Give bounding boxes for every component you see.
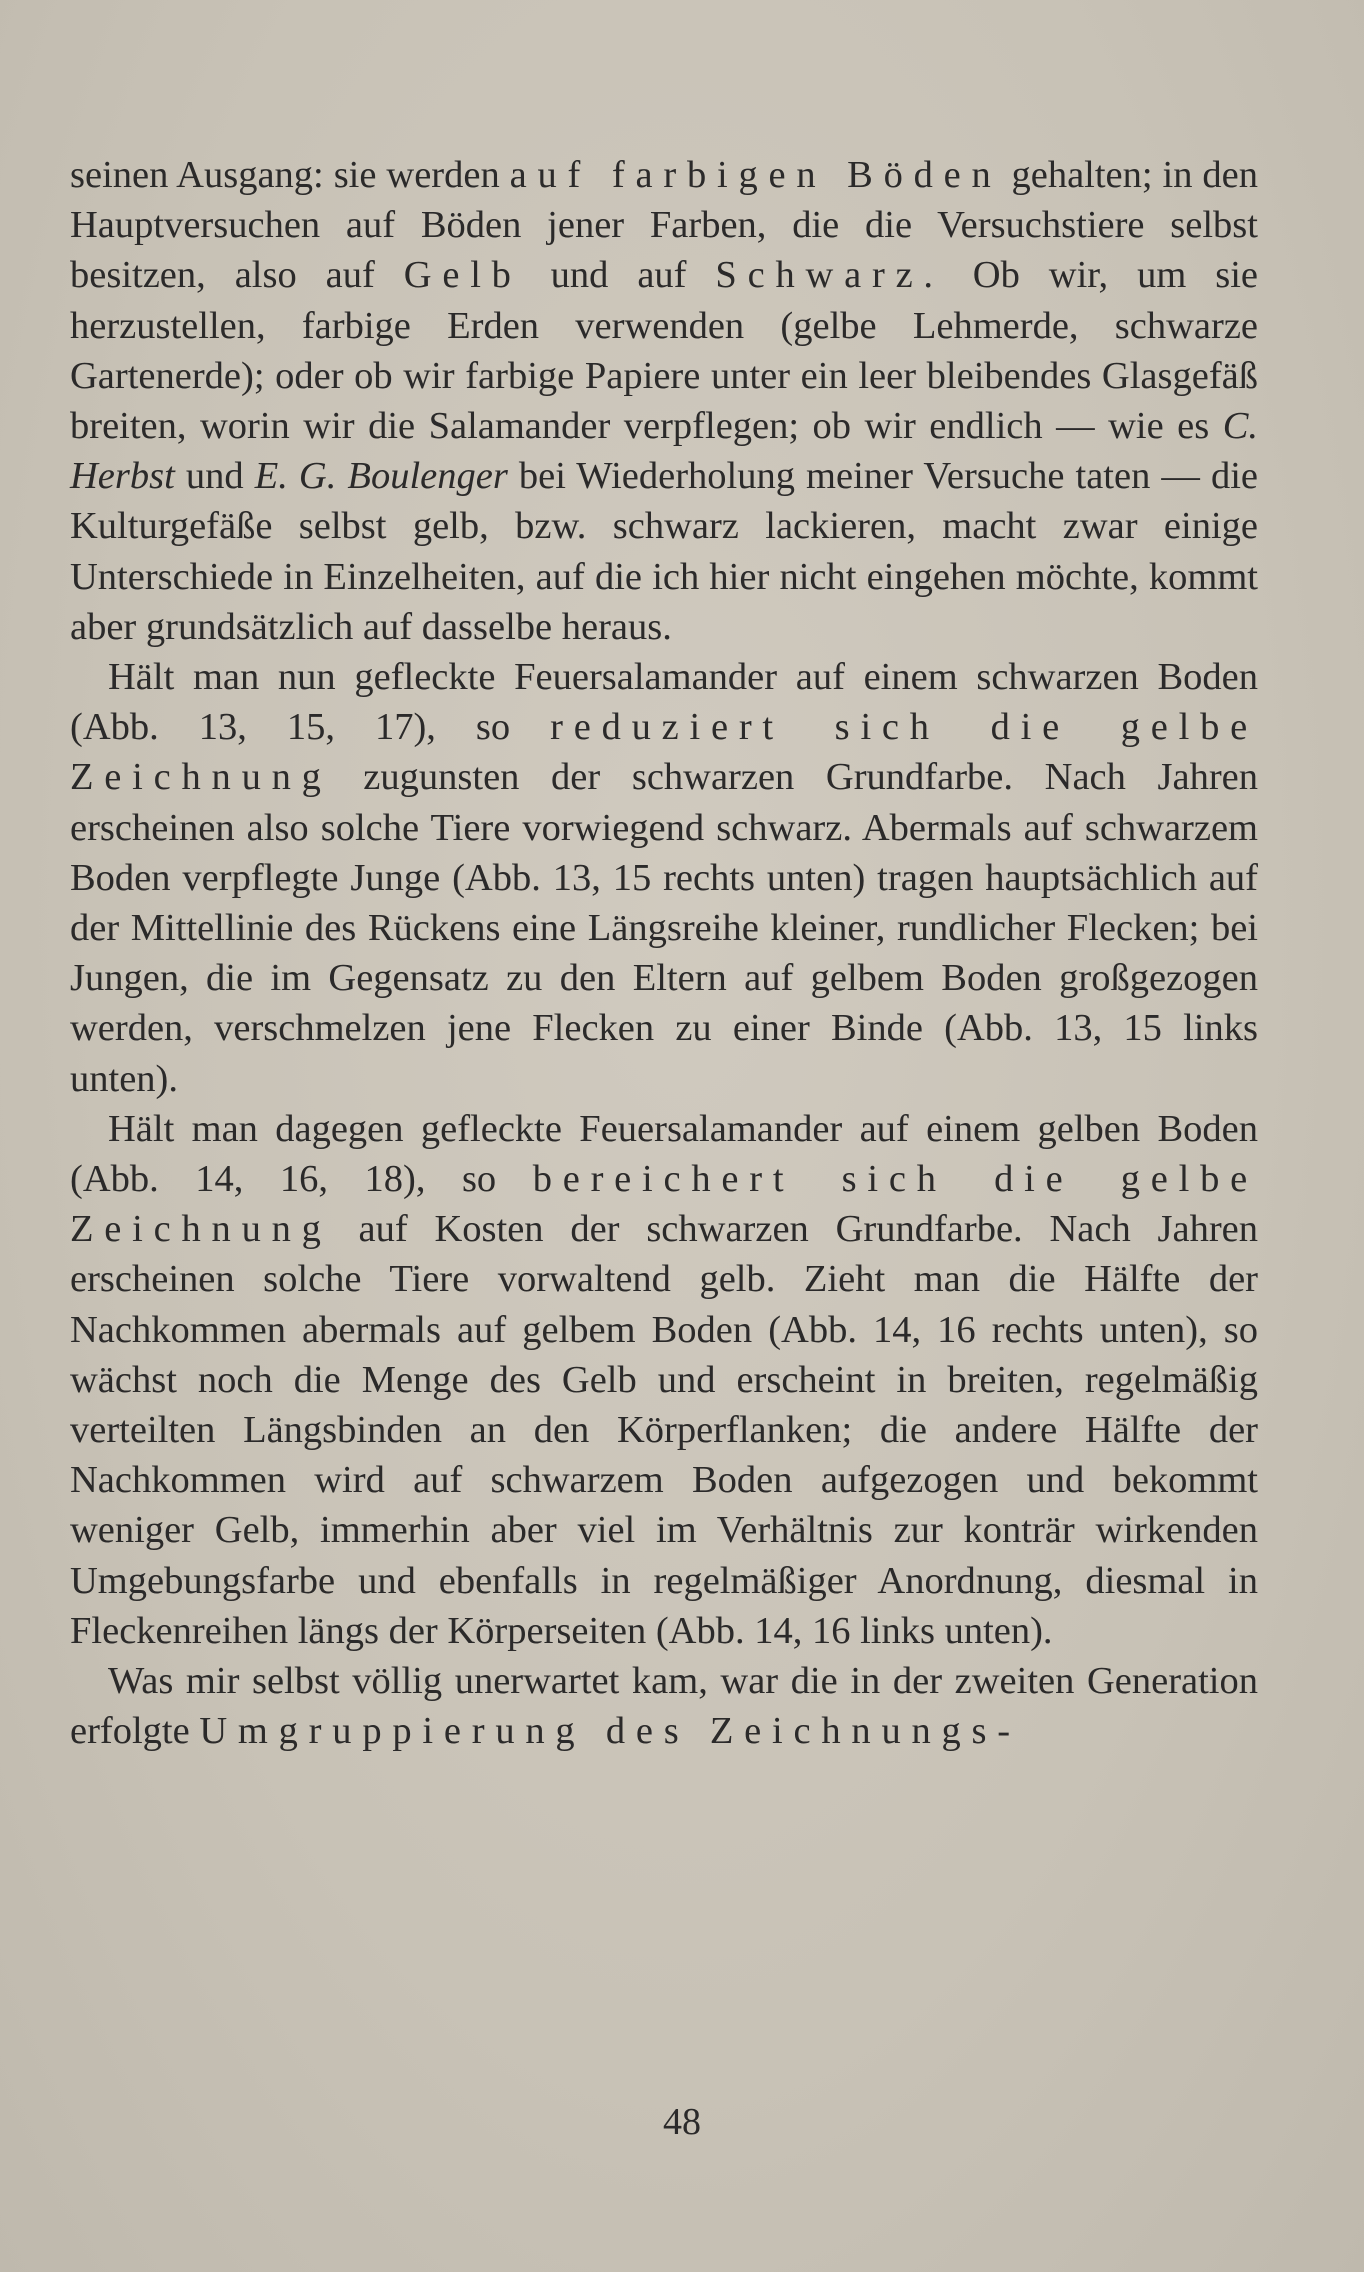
text-run: seinen Ausgang: sie werden <box>70 154 510 196</box>
author-name-italic: C. Herbst <box>70 405 1258 498</box>
spaced-emphasis: Gelb <box>403 254 522 297</box>
paragraph-2 <box>70 652 1258 1104</box>
text-run: Hält man dagegen gefleckte Feuersalamander auf einem gelben Boden (Abb. 14, 16, 18), so <box>70 1107 1258 1201</box>
text-run: Was mir selbst völlig unerwartet kam, war die in der zweiten Generation erfolgte <box>70 1660 1258 1753</box>
text-run: auf Kosten der schwarzen Grundfarbe. Nach Jahren erscheinen solche Tiere vorwaltend gelb. Zieht man die Hälfte der Nachkommen abermals auf gelbem Boden (Abb. 14, 16 rechts unten), so wächst noch die Menge des Gelb und erscheint in breiten, regelmäßig verteilten Längsbinden an den Körperflanken; die andere Hälfte der Nachkommen wird auf schwarzem Boden aufgezogen und bekommt weniger Gelb, immerhin aber viel im Verhältnis zur konträr wirkenden Umgebungsfarbe und ebenfalls in regelmäßiger Anordnung, diesmal in Fleckenreihen längs der Körperseiten (Abb. 14, 16 links unten). <box>70 1208 1258 1652</box>
text-run: Hält man nun gefleckte Feuersalamander auf einem schwarzen Boden (Abb. 13, 15, 17), so <box>70 656 1258 749</box>
text-run: zugunsten der schwarzen Grundfarbe. Nach Jahren erscheinen also solche Tiere vorwiegend schwarz. Abermals auf schwarzem Boden verpflegte Junge (Abb. 13, 15 rechts unten) tragen hauptsächlich auf der Mittellinie des Rückens eine Längsreihe kleiner, rundlicher Flecken; bei Jungen, die im Gegensatz zu den Eltern auf gelbem Boden großgezogen werden, verschmelzen jene Flecken zu einer Binde (Abb. 13, 15 links unten). <box>70 756 1258 1100</box>
spaced-emphasis: Schwarz. <box>715 254 944 297</box>
paragraph-4 <box>70 1656 1258 1756</box>
text-run: bei Wiederholung meiner Versuche taten — die Kulturgefäße selbst gelb, bzw. schwarz lackieren, macht zwar einige Unterschiede in Einzelheiten, auf die ich hier nicht eingehen möchte, kommt aber grundsätzlich auf dasselbe heraus. <box>70 455 1258 648</box>
author-name-italic: E. G. Boulenger <box>254 455 508 498</box>
spaced-emphasis: bereichert sich die gelbe Zeichnung <box>70 1158 1258 1251</box>
paragraph-1 <box>70 150 1258 652</box>
text-run: und auf <box>521 254 716 297</box>
text-run: und <box>174 455 255 498</box>
body-text <box>70 150 1258 1757</box>
text-run: Ob wir, um sie herzustellen, farbige Erden verwenden (gelbe Lehmerde, schwarze Gartenerde); oder ob wir farbige Papiere unter ein leer bleibendes Glasgefäß breiten, worin wir die Salamander verpflegen; ob wir endlich — wie es <box>70 254 1258 448</box>
spaced-emphasis: reduziert sich die gelbe Zeichnung <box>70 706 1258 799</box>
spaced-emphasis: Umgruppierung des Zeichnungs- <box>199 1710 1021 1753</box>
spaced-emphasis: auf farbigen Böden <box>509 154 1002 196</box>
paragraph-3 <box>70 1104 1258 1656</box>
page-number: 48 <box>663 2101 701 2143</box>
text-run: gehalten; in den Hauptversuchen auf Böden jener Farben, die die Versuchstiere selbst besitzen, also auf <box>70 154 1259 297</box>
